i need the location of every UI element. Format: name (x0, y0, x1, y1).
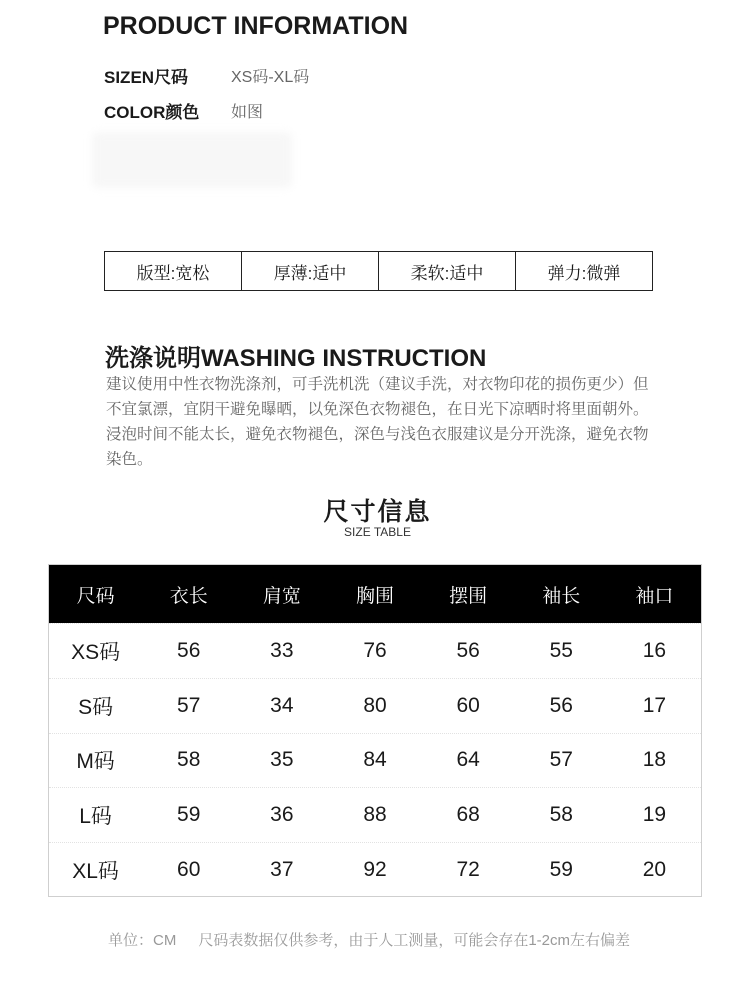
table-cell: 88 (363, 803, 387, 827)
unit-label: 单位：CM (108, 932, 177, 949)
header-cell: 袖长 (542, 585, 581, 607)
table-cell: 56 (549, 693, 573, 717)
table-cell: 19 (642, 803, 667, 827)
table-cell: 35 (270, 748, 294, 772)
table-cell: 55 (549, 638, 573, 662)
table-cell: 58 (549, 803, 573, 827)
table-cell: 64 (456, 748, 480, 772)
table-cell: 60 (456, 693, 480, 717)
table-cell: 34 (270, 693, 294, 717)
attribute-elasticity: 弹力:微弹 (515, 252, 652, 290)
size-label: SIZEN尺码 (104, 68, 189, 87)
header-cell: 摆围 (449, 585, 488, 607)
attribute-table (104, 251, 653, 291)
header-cell: 袖口 (635, 585, 674, 607)
table-header-row (49, 565, 701, 623)
table-row (49, 623, 701, 678)
header-cell: 衣长 (169, 585, 208, 607)
table-cell: 60 (177, 858, 201, 882)
table-cell: 59 (549, 858, 573, 882)
table-cell: 56 (177, 638, 201, 662)
attribute-softness: 柔软:适中 (378, 252, 515, 290)
table-cell: 59 (177, 803, 201, 827)
table-cell: 57 (177, 693, 201, 717)
size-table-title: 尺寸信息 (323, 498, 432, 526)
table-cell: XS码 (71, 640, 121, 664)
size-table (48, 564, 702, 897)
attribute-fit: 版型:宽松 (136, 263, 210, 283)
table-row (49, 678, 701, 733)
attribute-thickness: 厚薄:适中 (241, 252, 378, 290)
table-cell: 20 (642, 858, 667, 882)
table-cell: M码 (76, 750, 115, 774)
size-table-subtitle: SIZE TABLE (344, 525, 411, 539)
table-cell: 33 (270, 638, 294, 662)
table-cell: 80 (363, 693, 387, 717)
table-cell: 16 (642, 638, 667, 662)
size-value: XS码-XL码 (231, 69, 310, 86)
product-info-title: PRODUCT INFORMATION (103, 12, 409, 40)
table-row (49, 787, 701, 842)
table-cell: 36 (270, 803, 294, 827)
table-cell: 37 (270, 858, 294, 882)
table-cell: L码 (79, 805, 112, 829)
table-cell: 84 (363, 748, 387, 772)
table-cell: 76 (363, 638, 387, 662)
table-row (49, 842, 701, 897)
header-cell: 尺码 (76, 585, 115, 607)
table-cell: XL码 (72, 860, 119, 884)
table-row (49, 733, 701, 788)
table-cell: 56 (456, 638, 480, 662)
footer-note (108, 929, 630, 950)
table-cell: 68 (456, 803, 480, 827)
table-cell: 58 (177, 748, 201, 772)
table-cell: S码 (78, 695, 114, 719)
color-value: 如图 (231, 104, 264, 121)
washing-title: 洗涤说明WASHING INSTRUCTION (105, 345, 487, 372)
header-cell: 肩宽 (262, 585, 301, 607)
measurement-note: 尺码表数据仅供参考，由于人工测量，可能会存在1-2cm左右偏差 (198, 932, 631, 949)
table-cell: 72 (456, 858, 480, 882)
header-cell: 胸围 (355, 585, 394, 607)
table-cell: 57 (549, 748, 573, 772)
color-label: COLOR颜色 (104, 103, 200, 122)
table-cell: 17 (642, 693, 667, 717)
table-cell: 92 (363, 858, 387, 882)
washing-text: 建议使用中性衣物洗涤剂，可手洗机洗（建议手洗，对衣物印花的损伤更少）但不宜氯漂，宜阴干避免曝晒，以免深色衣物褪色，在日光下凉晒时将里面朝外。浸泡时间不能太长，避免衣物褪色，深色与浅色衣服建议是分开洗涤，避免衣物染色。 (106, 376, 649, 468)
faded-area (92, 132, 292, 188)
table-cell: 18 (642, 748, 667, 772)
